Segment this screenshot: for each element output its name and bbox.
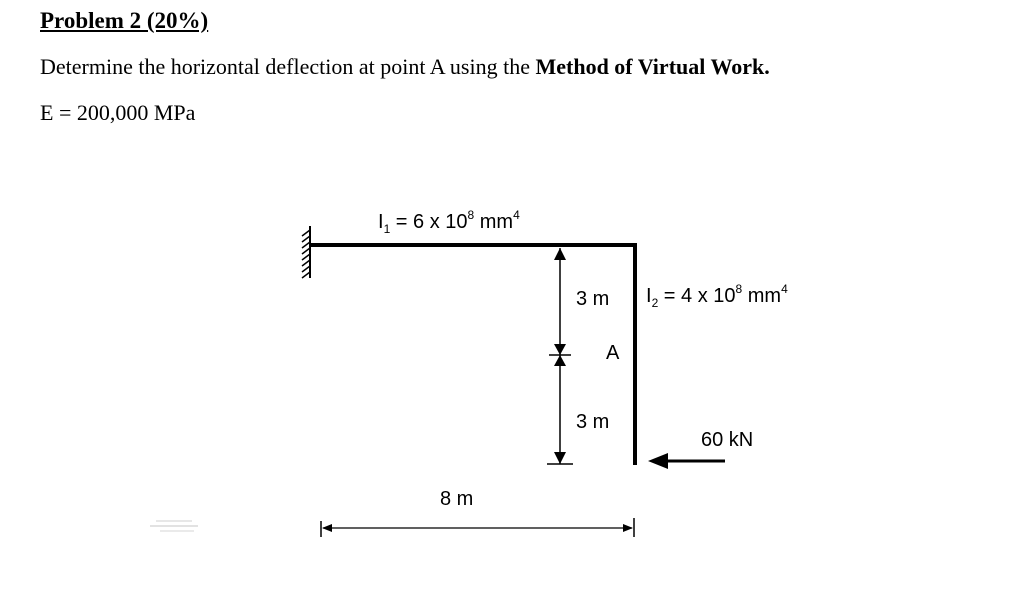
column-inertia-label: $I_2 = 4$ x $10^8$ $mm^4$ (646, 282, 788, 310)
fixed-support (302, 226, 310, 278)
vertical-dimension (547, 248, 573, 464)
span-label: 8 m (440, 488, 474, 510)
span-dimension (321, 518, 634, 537)
problem-title: Problem 2 (20%) (40, 8, 209, 33)
beam-inertia-label: $I_1 = 6$ x $10^8$ $mm^4$ (378, 208, 520, 236)
load-arrow (648, 453, 725, 469)
load-label: 60 kN (701, 429, 754, 451)
elastic-modulus: E = 200,000 MPa (40, 100, 196, 125)
scan-artifact (150, 521, 198, 531)
lower-segment-label: 3 m (576, 411, 610, 433)
statement-text: Determine the horizontal deflection at point A using the (40, 54, 536, 79)
point-a-label: A (606, 342, 620, 364)
upper-segment-label: 3 m (576, 288, 610, 310)
method-name: Method of Virtual Work. (535, 54, 770, 79)
